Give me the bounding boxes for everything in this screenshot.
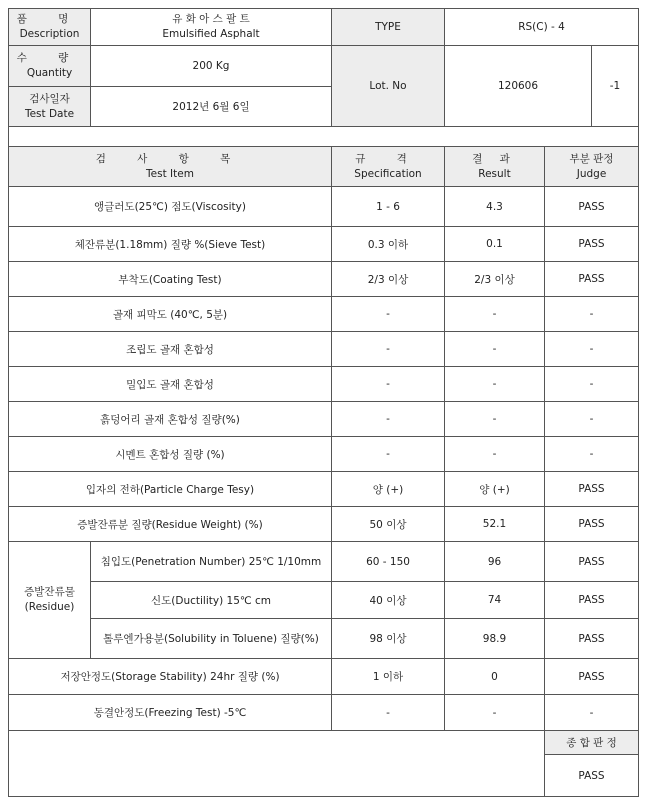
row-judge: - — [545, 297, 639, 332]
table-row — [9, 402, 639, 437]
row-spec: 1 - 6 — [332, 187, 445, 227]
row-item: 체잔류분(1.18mm) 질량 %(Sieve Test) — [9, 227, 332, 262]
table-row — [9, 297, 639, 332]
row-spec: 98 이상 — [332, 619, 445, 659]
row-item: 저장안정도(Storage Stability) 24hr 질량 (%) — [9, 659, 332, 695]
row-item: 시멘트 혼합성 질량 (%) — [9, 437, 332, 472]
test-date-value: 2012년 6월 6일 — [91, 87, 332, 127]
table-row — [9, 695, 639, 731]
row-judge: - — [545, 402, 639, 437]
row-item: 톨루엔가용분(Solubility in Toluene) 질량(%) — [91, 619, 332, 659]
row-spec: - — [332, 402, 445, 437]
row-judge: - — [545, 332, 639, 367]
row-result: 4.3 — [445, 187, 545, 227]
final-judgement-label: 종 합 판 정 — [545, 731, 639, 755]
row-judge: PASS — [545, 472, 639, 507]
description-label: 품 명 Description — [9, 9, 91, 46]
final-blank-area — [9, 731, 545, 797]
row-result: 양 (+) — [445, 472, 545, 507]
inspection-report-table — [8, 8, 639, 797]
type-value: RS(C) - 4 — [445, 9, 639, 46]
table-row — [9, 659, 639, 695]
table-row — [9, 582, 639, 619]
col-header-item: 검 사 항 목 Test Item — [9, 147, 332, 187]
row-judge: PASS — [545, 619, 639, 659]
row-item: 흙덩어리 골재 혼합성 질량(%) — [9, 402, 332, 437]
table-row — [9, 187, 639, 227]
row-judge: PASS — [545, 227, 639, 262]
row-judge: PASS — [545, 187, 639, 227]
row-item: 동결안정도(Freezing Test) -5℃ — [9, 695, 332, 731]
row-spec: 양 (+) — [332, 472, 445, 507]
row-item: 골재 피막도 (40℃, 5분) — [9, 297, 332, 332]
row-spec: - — [332, 367, 445, 402]
row-item: 앵글러도(25℃) 점도(Viscosity) — [9, 187, 332, 227]
table-row — [9, 367, 639, 402]
row-spec: - — [332, 695, 445, 731]
row-judge: PASS — [545, 582, 639, 619]
quantity-value: 200 Kg — [91, 46, 332, 87]
row-item: 침입도(Penetration Number) 25℃ 1/10mm — [91, 542, 332, 582]
lot-label: Lot. No — [332, 46, 445, 127]
row-judge: - — [545, 695, 639, 731]
row-result: 2/3 이상 — [445, 262, 545, 297]
row-result: 52.1 — [445, 507, 545, 542]
table-row — [9, 507, 639, 542]
row-item: 밀입도 골재 혼합성 — [9, 367, 332, 402]
row-spec: - — [332, 297, 445, 332]
table-row — [9, 332, 639, 367]
col-header-judge: 부분 판정 Judge — [545, 147, 639, 187]
row-spec: 0.3 이하 — [332, 227, 445, 262]
row-result: 0.1 — [445, 227, 545, 262]
type-label: TYPE — [332, 9, 445, 46]
row-spec: 40 이상 — [332, 582, 445, 619]
row-result: 74 — [445, 582, 545, 619]
row-result: 96 — [445, 542, 545, 582]
row-item: 신도(Ductility) 15℃ cm — [91, 582, 332, 619]
final-judgement-value: PASS — [545, 755, 639, 797]
row-judge: PASS — [545, 507, 639, 542]
quantity-label: 수 량 Quantity — [9, 46, 91, 87]
row-spec: 1 이하 — [332, 659, 445, 695]
row-judge: PASS — [545, 542, 639, 582]
row-judge: PASS — [545, 659, 639, 695]
row-item: 조립도 골재 혼합성 — [9, 332, 332, 367]
row-judge: - — [545, 437, 639, 472]
row-spec: - — [332, 332, 445, 367]
row-result: - — [445, 332, 545, 367]
table-row — [9, 472, 639, 507]
table-row — [9, 619, 639, 659]
row-result: - — [445, 695, 545, 731]
row-spec: - — [332, 437, 445, 472]
row-judge: - — [545, 367, 639, 402]
row-spec: 2/3 이상 — [332, 262, 445, 297]
table-row — [9, 542, 639, 582]
table-row — [9, 437, 639, 472]
row-item: 증발잔류분 질량(Residue Weight) (%) — [9, 507, 332, 542]
row-result: 98.9 — [445, 619, 545, 659]
row-result: 0 — [445, 659, 545, 695]
residue-group-label: 증발잔류물 (Residue) — [9, 542, 91, 659]
description-value: 유 화 아 스 팔 트 Emulsified Asphalt — [91, 9, 332, 46]
row-item: 입자의 전하(Particle Charge Tesy) — [9, 472, 332, 507]
spacer-row — [9, 127, 639, 147]
row-result: - — [445, 402, 545, 437]
row-result: - — [445, 367, 545, 402]
lot-suffix: -1 — [592, 46, 639, 127]
row-result: - — [445, 437, 545, 472]
row-result: - — [445, 297, 545, 332]
row-item: 부착도(Coating Test) — [9, 262, 332, 297]
col-header-result: 결 과 Result — [445, 147, 545, 187]
table-row — [9, 262, 639, 297]
test-date-label: 검사일자 Test Date — [9, 87, 91, 127]
row-spec: 60 - 150 — [332, 542, 445, 582]
row-judge: PASS — [545, 262, 639, 297]
col-header-spec: 규 격 Specification — [332, 147, 445, 187]
table-row — [9, 227, 639, 262]
lot-value: 120606 — [445, 46, 592, 127]
row-spec: 50 이상 — [332, 507, 445, 542]
